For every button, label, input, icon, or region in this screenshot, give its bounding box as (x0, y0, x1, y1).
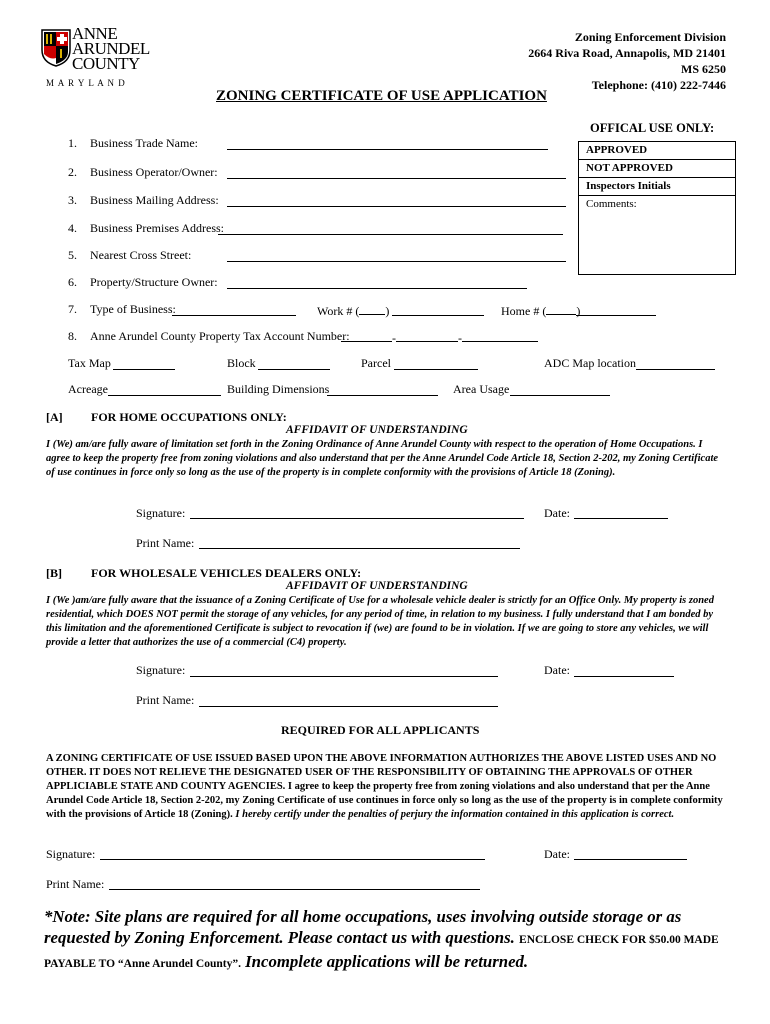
business-premises-address-label: Business Premises Address: (90, 221, 225, 235)
field-6-number: 6. (68, 275, 77, 289)
required-signature-label: Signature: (46, 847, 96, 861)
logo-state: M A R Y L A N D (46, 78, 126, 88)
business-mailing-address-field[interactable] (227, 206, 566, 207)
required-print-field[interactable] (109, 889, 480, 890)
business-mailing-address-label: Business Mailing Address: (90, 193, 219, 207)
property-owner-field[interactable] (227, 288, 527, 289)
property-owner-label: Property/Structure Owner: (90, 275, 218, 289)
section-b-print-field[interactable] (199, 706, 498, 707)
required-body: A ZONING CERTIFICATE OF USE ISSUED BASED UPON THE ABOVE INFORMATION AUTHORIZES THE ABOVE LISTED USES AND NO OTHER. IT DOES NOT RELIEVE THE DESIGNATED USER OF THE RESPONSIBILITY OF OBTAINING THE APPROVALS OF OTHER APPLICIABLE STATE AND COUNTY AGENCIES. I agree to keep the property free from zoning violations and also understand that per the Anne Arundel Code Article 18, Section 2-202, my Zoning Certificate of use continues in force only so long as the use of the property is in complete conformity with the provisions of Article 18 (Zoning). (46, 753, 723, 820)
area-usage-field[interactable] (510, 395, 610, 396)
building-dimensions-field[interactable] (327, 395, 438, 396)
division-ms: MS 6250 (681, 62, 726, 76)
business-trade-name-field[interactable] (227, 149, 548, 150)
work-phone-label: Work # (317, 304, 353, 318)
required-text (46, 752, 726, 822)
section-a-subheading: AFFIDAVIT OF UNDERSTANDING (286, 424, 468, 436)
section-b-print-label: Print Name: (136, 693, 195, 707)
note-incomplete: Incomplete applications will be returned. (245, 952, 529, 971)
parcel-label: Parcel (361, 356, 391, 370)
official-use-box (578, 141, 736, 275)
section-a-tag: [A] (46, 410, 63, 424)
required-date-field[interactable] (574, 859, 687, 860)
certify-statement: I hereby certify under the penalties of perjury the information contained in this application is correct. (235, 809, 675, 820)
business-operator-field[interactable] (227, 178, 566, 179)
maryland-crest-icon (40, 28, 72, 68)
section-b-text: I (We )am/are fully aware that the issuance of a Zoning Certificate of Use for a wholesale vehicle dealer is strictly for an Office Only. My property is zoned residential, which DOES NOT permit the storage of any vehicles, for any period of time, in relation to my business. I fully understand that I am bonded by this limitation and the aforementioned Certificate is subject to revocation if (we) are found to be in violation. If we are going to store any vehicles, we will provide a letter that authorizes the use of a commercial (C4) property. (46, 595, 714, 648)
acreage-label: Acreage (68, 382, 108, 396)
division-address: 2664 Riva Road, Annapolis, MD 21401 (528, 46, 726, 60)
section-b-date-label: Date: (544, 663, 570, 677)
tax-map-label: Tax Map (68, 356, 111, 370)
building-dimensions-label: Building Dimensions (227, 382, 330, 396)
section-b-date-field[interactable] (574, 676, 674, 677)
section-a-print-label: Print Name: (136, 536, 195, 550)
required-print-label: Print Name: (46, 877, 105, 891)
inspectors-initials-label: Inspectors Initials (579, 178, 735, 196)
section-b-subheading: AFFIDAVIT OF UNDERSTANDING (286, 580, 468, 592)
section-b-tag: [B] (46, 566, 62, 580)
section-a-date-label: Date: (544, 506, 570, 520)
field-1-number: 1. (68, 136, 77, 150)
business-operator-label: Business Operator/Owner: (90, 165, 218, 179)
note-check: ENCLOSE CHECK FOR $50.00 MADE PAYABLE TO “Anne Arundel County”. (44, 934, 719, 970)
logo-line-1: ANNE (72, 24, 118, 43)
section-a-signature-label: Signature: (136, 506, 186, 520)
field-5-number: 5. (68, 248, 77, 262)
logo-line-2: ARUNDEL (72, 39, 150, 58)
section-b-signature-field[interactable] (190, 676, 498, 677)
required-date-label: Date: (544, 847, 570, 861)
tax-account-label: Anne Arundel County Property Tax Account Number: (90, 329, 350, 343)
adc-map-label: ADC Map location (544, 356, 636, 370)
type-of-business-field[interactable] (172, 315, 296, 316)
section-b-heading: FOR WHOLESALE VEHICLES DEALERS ONLY: (91, 566, 362, 580)
section-a-print-field[interactable] (199, 548, 520, 549)
block-field[interactable] (258, 369, 330, 370)
note-main: *Note: Site plans are required for all home occupations, uses involving outside storage or as requested by Zoning Enforcement. Please contact us with questions. (44, 907, 682, 947)
page-title: ZONING CERTIFICATE OF USE APPLICATION (216, 88, 547, 104)
section-a-text: I (We) am/are fully aware of limitation set forth in the Zoning Ordinance of Anne Arundel County with respect to the operation of Home Occupations. I agree to keep the property free from zoning violations and also understand that per the Anne Arundel Code Article 18, Section 2-202, my Zoning Certificate of use continues in force only so long as the use of the property is in complete conformity with the provisions of Article 18 (Zoning). (46, 439, 719, 478)
official-use-heading: OFFICAL USE ONLY: (590, 121, 715, 135)
tax-account-field[interactable]: - - (341, 329, 538, 346)
field-8-number: 8. (68, 329, 77, 343)
block-label: Block (227, 356, 256, 370)
nearest-cross-street-label: Nearest Cross Street: (90, 248, 192, 262)
comments-label: Comments: (586, 198, 637, 210)
adc-map-field[interactable] (636, 369, 715, 370)
section-b-signature-label: Signature: (136, 663, 186, 677)
required-heading: REQUIRED FOR ALL APPLICANTS (281, 723, 480, 737)
division-name: Zoning Enforcement Division (574, 30, 726, 44)
home-phone-label: Home # (501, 304, 540, 318)
parcel-field[interactable] (394, 369, 478, 370)
logo-line-3: COUNTY (72, 54, 140, 73)
county-logo (40, 26, 160, 92)
section-a-date-field[interactable] (574, 518, 668, 519)
division-phone: Telephone: (410) 222-7446 (591, 78, 726, 92)
work-phone-field[interactable] (392, 315, 484, 316)
field-7-number: 7. (68, 302, 77, 316)
approved-label: APPROVED (579, 142, 735, 160)
field-4-number: 4. (68, 221, 77, 235)
section-a-signature-field[interactable] (190, 518, 524, 519)
business-premises-address-field[interactable] (218, 234, 563, 235)
acreage-field[interactable] (108, 395, 221, 396)
required-signature-field[interactable] (100, 859, 485, 860)
not-approved-label: NOT APPROVED (579, 160, 735, 178)
tax-map-field[interactable] (113, 369, 175, 370)
site-plan-note (44, 906, 734, 975)
section-a-heading: FOR HOME OCCUPATIONS ONLY: (91, 410, 287, 424)
type-of-business-label: Type of Business: (90, 302, 176, 316)
business-trade-name-label: Business Trade Name: (90, 136, 198, 150)
field-2-number: 2. (68, 165, 77, 179)
field-3-number: 3. (68, 193, 77, 207)
nearest-cross-street-field[interactable] (227, 261, 566, 262)
home-phone-field[interactable] (576, 315, 656, 316)
area-usage-label: Area Usage (453, 382, 510, 396)
